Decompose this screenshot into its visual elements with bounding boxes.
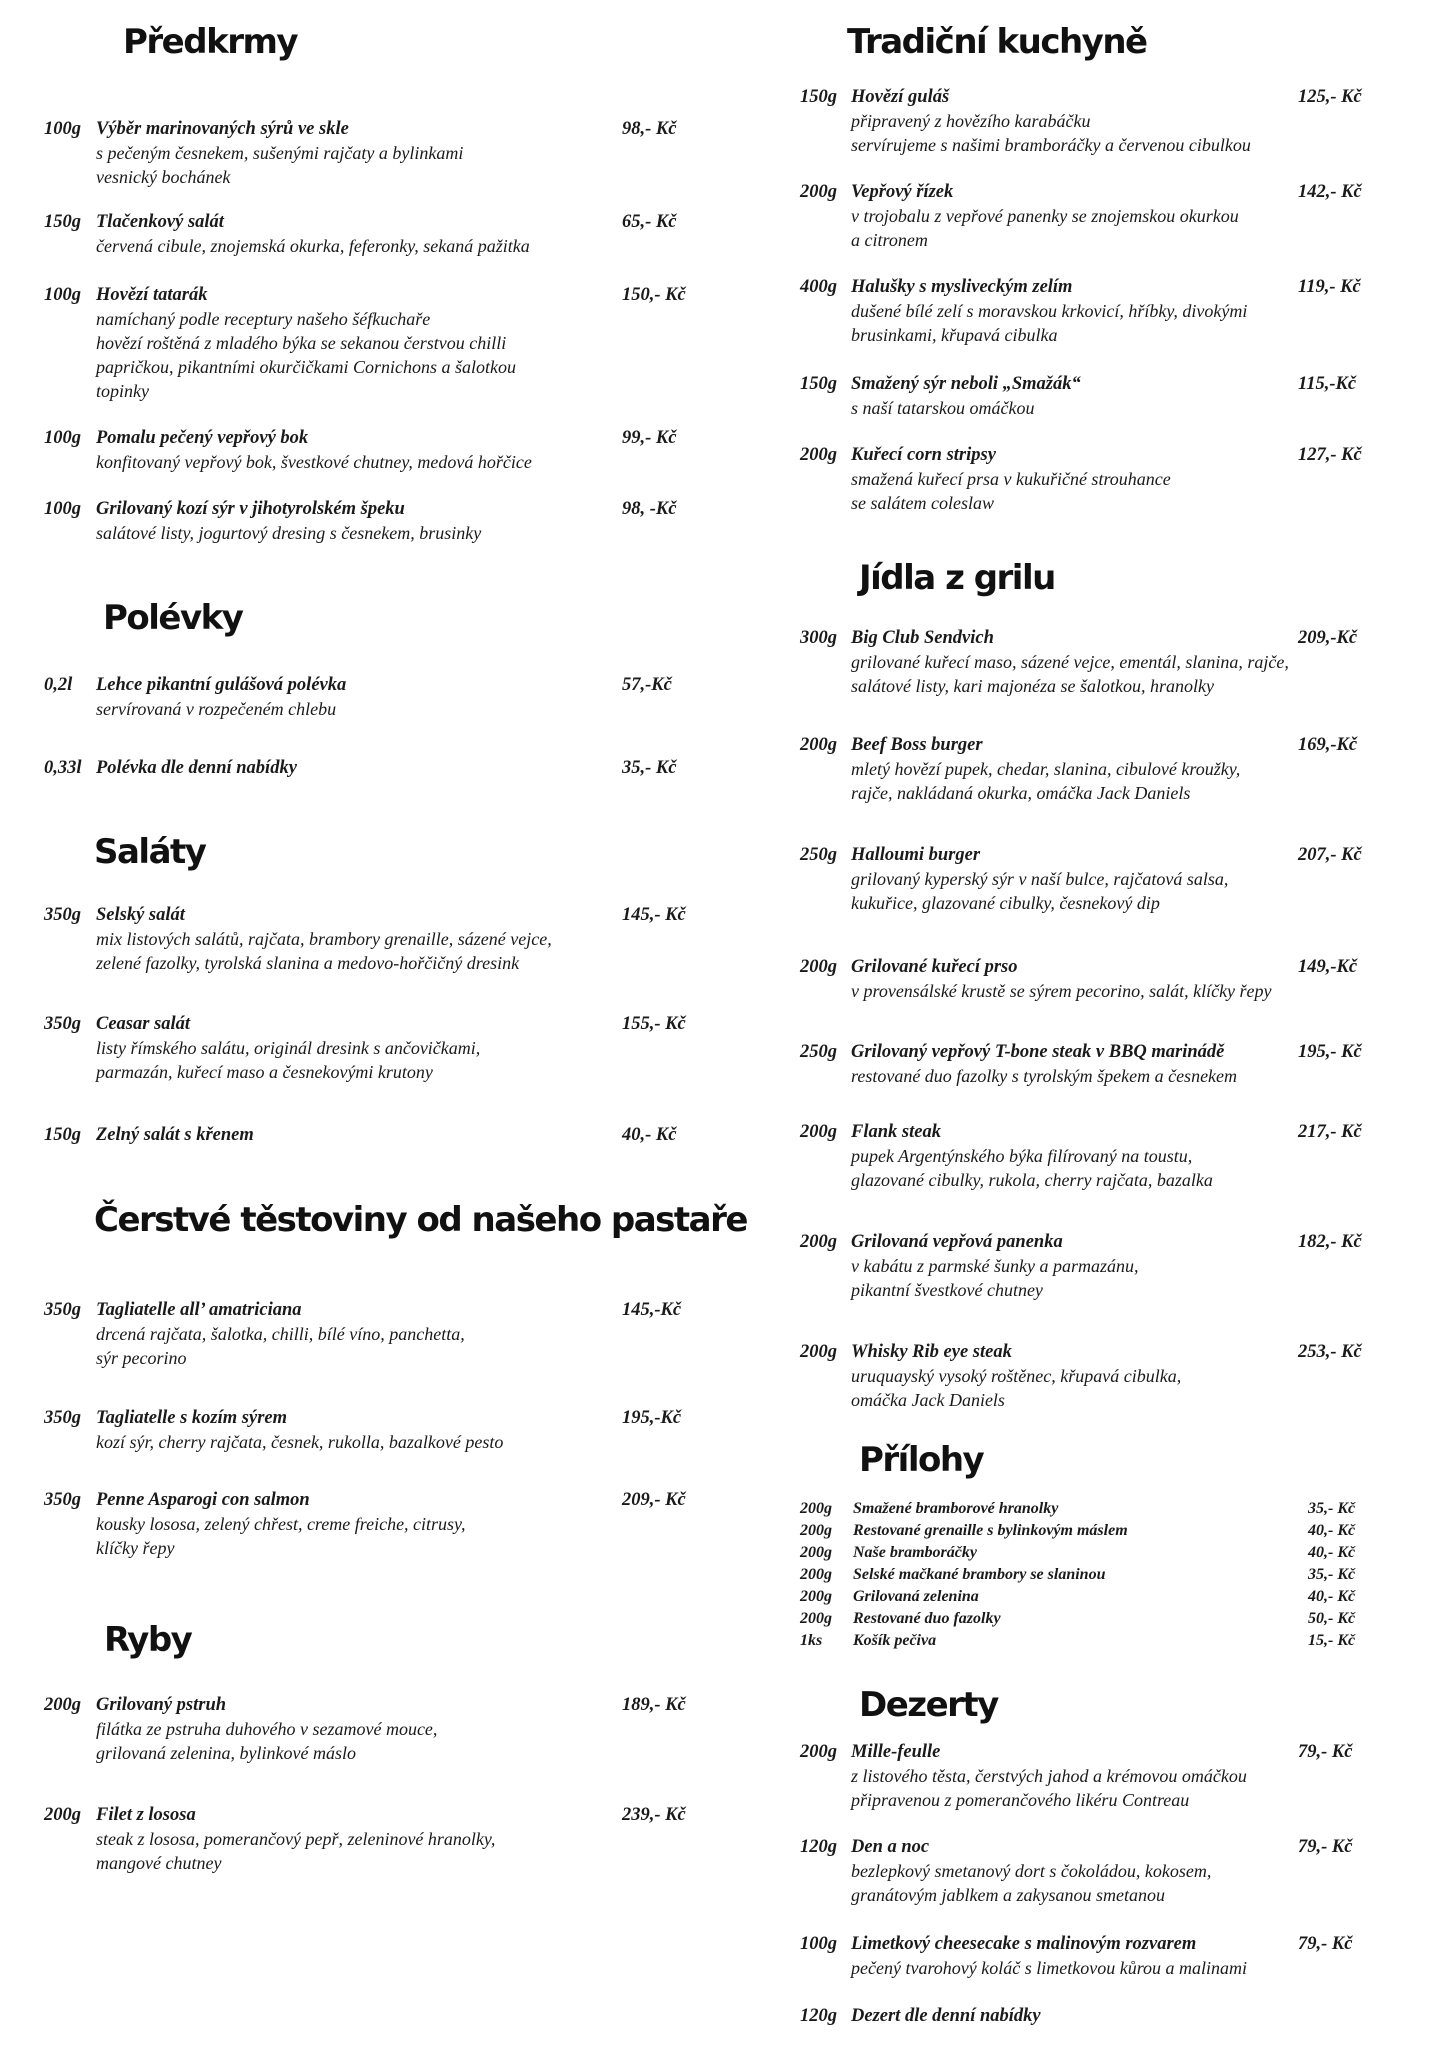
item-price: 40,- Kč	[1308, 1588, 1356, 1605]
menu-item	[40, 497, 724, 545]
item-row	[724, 1120, 1448, 1144]
item-weight: 150g	[800, 374, 837, 394]
item-row	[724, 843, 1448, 867]
item-row	[724, 1586, 1448, 1608]
item-name: Flank steak	[851, 1122, 941, 1142]
menu-item	[40, 283, 724, 403]
item-row	[724, 1520, 1448, 1542]
item-name: Vepřový řízek	[851, 182, 954, 202]
item-price: 169,-Kč	[1298, 735, 1358, 755]
item-name: Hovězí guláš	[851, 87, 950, 107]
item-row	[724, 1835, 1448, 1859]
item-description: kousky lososa, zelený chřest, creme freiche, citrusy,	[96, 1514, 466, 1534]
section-heading: Saláty	[94, 832, 206, 872]
section-heading: Tradiční kuchyně	[847, 22, 1147, 62]
item-description: topinky	[96, 381, 149, 401]
item-price: 142,- Kč	[1298, 182, 1362, 202]
item-price: 79,- Kč	[1298, 1837, 1353, 1857]
item-row	[724, 1564, 1448, 1586]
item-weight: 300g	[800, 628, 837, 648]
item-name: Kuřecí corn stripsy	[851, 445, 996, 465]
item-weight: 200g	[800, 1566, 832, 1583]
item-weight: 350g	[44, 1014, 81, 1034]
item-name: Mille-feulle	[851, 1742, 941, 1762]
item-name: Halloumi burger	[851, 845, 981, 865]
item-row	[40, 673, 724, 697]
side-dish-item	[724, 1542, 1448, 1564]
menu-item	[724, 733, 1448, 805]
item-weight: 200g	[800, 1610, 832, 1627]
item-price: 217,- Kč	[1298, 1122, 1362, 1142]
item-weight: 100g	[44, 285, 81, 305]
item-price: 145,- Kč	[622, 905, 686, 925]
item-name: Grilovaná vepřová panenka	[851, 1232, 1063, 1252]
side-dish-item	[724, 1520, 1448, 1542]
item-price: 209,-Kč	[1298, 628, 1358, 648]
item-row	[724, 626, 1448, 650]
menu-item	[40, 673, 724, 721]
menu-item	[724, 2004, 1448, 2028]
item-weight: 200g	[800, 957, 837, 977]
item-row	[40, 117, 724, 141]
item-description: v kabátu z parmské šunky a parmazánu,	[851, 1256, 1139, 1276]
menu-item	[724, 843, 1448, 915]
section-heading: Přílohy	[859, 1440, 984, 1480]
item-description: červená cibule, znojemská okurka, feferonky, sekaná pažitka	[96, 236, 530, 256]
side-dish-item	[724, 1498, 1448, 1520]
item-description: v trojobalu z vepřové panenky se znojemskou okurkou	[851, 206, 1239, 226]
item-weight: 100g	[44, 119, 81, 139]
item-weight: 250g	[800, 1042, 837, 1062]
item-weight: 400g	[800, 277, 837, 297]
section-heading: Čerstvé těstoviny od našeho pastaře	[94, 1200, 747, 1240]
item-name: Košík pečiva	[853, 1632, 937, 1649]
item-price: 239,- Kč	[622, 1805, 686, 1825]
item-price: 15,- Kč	[1308, 1632, 1356, 1649]
side-dish-item	[724, 1630, 1448, 1652]
item-row	[724, 733, 1448, 757]
item-price: 98,- Kč	[622, 119, 677, 139]
item-weight: 350g	[44, 905, 81, 925]
item-name: Whisky Rib eye steak	[851, 1342, 1012, 1362]
item-name: Grilovaný kozí sýr v jihotyrolském špeku	[96, 499, 405, 519]
item-description: filátka ze pstruha duhového v sezamové mouce,	[96, 1719, 438, 1739]
item-description: mangové chutney	[96, 1853, 222, 1873]
menu-item	[40, 1693, 724, 1765]
item-name: Halušky s mysliveckým zelím	[851, 277, 1073, 297]
item-row	[724, 372, 1448, 396]
item-row	[40, 1488, 724, 1512]
item-weight: 100g	[44, 428, 81, 448]
menu-item	[724, 1835, 1448, 1907]
item-row	[40, 1803, 724, 1827]
item-price: 35,- Kč	[622, 758, 677, 778]
item-price: 98, -Kč	[622, 499, 677, 519]
item-weight: 350g	[44, 1408, 81, 1428]
item-name: Smažený sýr neboli „Smažák“	[851, 374, 1081, 394]
menu-item	[724, 275, 1448, 347]
section-heading: Ryby	[104, 1620, 192, 1660]
item-weight: 1ks	[800, 1632, 823, 1649]
item-price: 40,- Kč	[1308, 1544, 1356, 1561]
item-price: 115,-Kč	[1298, 374, 1357, 394]
item-weight: 100g	[44, 499, 81, 519]
item-name: Restované duo fazolky	[853, 1610, 1001, 1627]
item-name: Polévka dle denní nabídky	[96, 758, 297, 778]
item-description: a citronem	[851, 230, 928, 250]
item-description: se salátem coleslaw	[851, 493, 994, 513]
item-weight: 0,2l	[44, 675, 73, 695]
menu-item	[724, 955, 1448, 1003]
item-description: z listového těsta, čerstvých jahod a krémovou omáčkou	[851, 1766, 1247, 1786]
menu-item	[724, 1340, 1448, 1412]
item-weight: 0,33l	[44, 758, 82, 778]
side-dish-item	[724, 1564, 1448, 1586]
menu-item	[40, 1488, 724, 1560]
item-name: Pomalu pečený vepřový bok	[96, 428, 309, 448]
item-price: 35,- Kč	[1308, 1500, 1356, 1517]
item-description: papričkou, pikantními okurčičkami Cornichons a šalotkou	[96, 357, 516, 377]
menu-item	[40, 1123, 724, 1147]
item-description: brusinkami, křupavá cibulka	[851, 325, 1058, 345]
item-description: grilovaný kyperský sýr v naší bulce, rajčatová salsa,	[851, 869, 1229, 889]
item-price: 99,- Kč	[622, 428, 677, 448]
item-name: Selský salát	[96, 905, 185, 925]
item-weight: 100g	[800, 1934, 837, 1954]
item-description: salátové listy, kari majonéza se šalotkou, hranolky	[851, 676, 1214, 696]
menu-item	[724, 1230, 1448, 1302]
item-row	[724, 1630, 1448, 1652]
item-description: uruquayský vysoký roštěnec, křupavá cibulka,	[851, 1366, 1182, 1386]
item-description: smažená kuřecí prsa v kukuřičné strouhance	[851, 469, 1171, 489]
item-name: Výběr marinovaných sýrů ve skle	[96, 119, 349, 139]
item-row	[40, 497, 724, 521]
side-dish-item	[724, 1586, 1448, 1608]
item-name: Beef Boss burger	[851, 735, 983, 755]
menu-item	[40, 756, 724, 780]
item-description: glazované cibulky, rukola, cherry rajčata, bazalka	[851, 1170, 1213, 1190]
item-name: Lehce pikantní gulášová polévka	[96, 675, 347, 695]
item-description: sýr pecorino	[96, 1348, 187, 1368]
item-price: 79,- Kč	[1298, 1934, 1353, 1954]
item-price: 209,- Kč	[622, 1490, 686, 1510]
item-description: s naší tatarskou omáčkou	[851, 398, 1035, 418]
item-weight: 200g	[800, 1500, 832, 1517]
item-price: 40,- Kč	[1308, 1522, 1356, 1539]
item-description: hovězí roštěná z mladého býka se sekanou čerstvou chilli	[96, 333, 507, 353]
item-description: omáčka Jack Daniels	[851, 1390, 1005, 1410]
menu-item	[40, 1012, 724, 1084]
item-description: namíchaný podle receptury našeho šéfkuchaře	[96, 309, 431, 329]
item-price: 127,- Kč	[1298, 445, 1362, 465]
item-price: 145,-Kč	[622, 1300, 682, 1320]
item-row	[724, 275, 1448, 299]
item-name: Naše bramboráčky	[853, 1544, 977, 1561]
menu-item	[40, 426, 724, 474]
item-description: v provensálské krustě se sýrem pecorino, salát, klíčky řepy	[851, 981, 1272, 1001]
item-row	[40, 1406, 724, 1430]
menu-item	[724, 372, 1448, 420]
item-price: 50,- Kč	[1308, 1610, 1356, 1627]
item-weight: 350g	[44, 1300, 81, 1320]
item-name: Smažené bramborové hranolky	[853, 1500, 1059, 1517]
section-heading: Jídla z grilu	[859, 558, 1055, 598]
item-price: 253,- Kč	[1298, 1342, 1362, 1362]
item-name: Restované grenaille s bylinkovým máslem	[853, 1522, 1128, 1539]
item-description: restované duo fazolky s tyrolským špekem a česnekem	[851, 1066, 1238, 1086]
item-weight: 150g	[44, 1125, 81, 1145]
item-description: grilované kuřecí maso, sázené vejce, ementál, slanina, rajče,	[851, 652, 1289, 672]
menu-item	[724, 1932, 1448, 1980]
item-name: Dezert dle denní nabídky	[851, 2006, 1041, 2026]
item-row	[724, 443, 1448, 467]
item-price: 65,- Kč	[622, 212, 677, 232]
item-weight: 250g	[800, 845, 837, 865]
item-row	[40, 210, 724, 234]
item-description: bezlepkový smetanový dort s čokoládou, kokosem,	[851, 1861, 1212, 1881]
item-description: pikantní švestkové chutney	[851, 1280, 1043, 1300]
item-weight: 200g	[800, 1522, 832, 1539]
item-price: 79,- Kč	[1298, 1742, 1353, 1762]
item-row	[724, 2004, 1448, 2028]
item-weight: 200g	[800, 1588, 832, 1605]
item-description: pupek Argentýnského býka filírovaný na toustu,	[851, 1146, 1193, 1166]
menu-item	[40, 1406, 724, 1454]
side-dish-item	[724, 1608, 1448, 1630]
menu-item	[724, 85, 1448, 157]
item-weight: 200g	[44, 1805, 81, 1825]
item-price: 189,- Kč	[622, 1695, 686, 1715]
item-name: Grilovaná zelenina	[853, 1588, 979, 1605]
item-price: 35,- Kč	[1308, 1566, 1356, 1583]
item-price: 150,- Kč	[622, 285, 686, 305]
item-name: Hovězí tatarák	[96, 285, 208, 305]
menu-item	[724, 1040, 1448, 1088]
item-row	[724, 1542, 1448, 1564]
item-description: parmazán, kuřecí maso a česnekovými krutony	[96, 1062, 433, 1082]
item-weight: 200g	[800, 735, 837, 755]
item-price: 182,- Kč	[1298, 1232, 1362, 1252]
item-weight: 200g	[800, 1342, 837, 1362]
item-description: kozí sýr, cherry rajčata, česnek, rukolla, bazalkové pesto	[96, 1432, 504, 1452]
section-heading: Dezerty	[859, 1685, 998, 1725]
item-name: Zelný salát s křenem	[96, 1125, 254, 1145]
item-description: steak z lososa, pomerančový pepř, zeleninové hranolky,	[96, 1829, 496, 1849]
menu-item	[40, 117, 724, 189]
item-weight: 200g	[800, 182, 837, 202]
menu-item	[724, 626, 1448, 698]
item-description: servírovaná v rozpečeném chlebu	[96, 699, 337, 719]
item-price: 119,- Kč	[1298, 277, 1361, 297]
menu-item	[40, 1298, 724, 1370]
item-description: rajče, nakládaná okurka, omáčka Jack Daniels	[851, 783, 1191, 803]
item-name: Tagliatelle s kozím sýrem	[96, 1408, 287, 1428]
item-weight: 120g	[800, 2006, 837, 2026]
item-price: 125,- Kč	[1298, 87, 1362, 107]
item-row	[40, 1123, 724, 1147]
item-row	[40, 903, 724, 927]
item-weight: 200g	[800, 1232, 837, 1252]
item-name: Grilovaný vepřový T-bone steak v BBQ marinádě	[851, 1042, 1225, 1062]
item-weight: 120g	[800, 1837, 837, 1857]
item-description: připravený z hovězího karabáčku	[851, 111, 1091, 131]
item-row	[724, 1740, 1448, 1764]
item-name: Filet z lososa	[96, 1805, 196, 1825]
item-name: Den a noc	[851, 1837, 930, 1857]
item-row	[40, 283, 724, 307]
item-row	[724, 1932, 1448, 1956]
item-name: Ceasar salát	[96, 1014, 191, 1034]
item-row	[40, 1012, 724, 1036]
item-description: drcená rajčata, šalotka, chilli, bílé víno, panchetta,	[96, 1324, 465, 1344]
item-weight: 200g	[800, 445, 837, 465]
section-heading: Polévky	[103, 598, 243, 638]
item-price: 195,- Kč	[1298, 1042, 1362, 1062]
item-description: salátové listy, jogurtový dresing s česnekem, brusinky	[96, 523, 482, 543]
item-description: listy římského salátu, originál dresink s ančovičkami,	[96, 1038, 481, 1058]
item-description: vesnický bochánek	[96, 167, 231, 187]
item-price: 207,- Kč	[1298, 845, 1362, 865]
item-weight: 150g	[800, 87, 837, 107]
item-description: konfitovaný vepřový bok, švestkové chutney, medová hořčice	[96, 452, 532, 472]
item-description: s pečeným česnekem, sušenými rajčaty a bylinkami	[96, 143, 464, 163]
item-name: Tlačenkový salát	[96, 212, 224, 232]
item-row	[724, 1230, 1448, 1254]
item-row	[40, 1693, 724, 1717]
item-description: kukuřice, glazované cibulky, česnekový dip	[851, 893, 1160, 913]
item-description: klíčky řepy	[96, 1538, 175, 1558]
menu-item	[40, 210, 724, 258]
item-row	[40, 756, 724, 780]
item-description: servírujeme s našimi bramboráčky a červenou cibulkou	[851, 135, 1251, 155]
item-row	[724, 955, 1448, 979]
item-row	[724, 180, 1448, 204]
item-name: Tagliatelle all’ amatriciana	[96, 1300, 302, 1320]
item-row	[724, 1608, 1448, 1630]
item-name: Grilované kuřecí prso	[851, 957, 1018, 977]
item-description: mletý hovězí pupek, chedar, slanina, cibulové kroužky,	[851, 759, 1241, 779]
menu-item	[40, 903, 724, 975]
item-name: Limetkový cheesecake s malinovým rozvarem	[851, 1934, 1197, 1954]
item-description: dušené bílé zelí s moravskou krkovicí, hříbky, divokými	[851, 301, 1248, 321]
item-row	[724, 1340, 1448, 1364]
item-row	[40, 426, 724, 450]
item-name: Grilovaný pstruh	[96, 1695, 227, 1715]
item-row	[724, 1498, 1448, 1520]
item-name: Penne Asparogi con salmon	[96, 1490, 310, 1510]
item-weight: 150g	[44, 212, 81, 232]
item-name: Selské mačkané brambory se slaninou	[853, 1566, 1106, 1583]
item-description: zelené fazolky, tyrolská slanina a medovo-hořčičný dresink	[96, 953, 520, 973]
item-price: 149,-Kč	[1298, 957, 1358, 977]
item-weight: 200g	[800, 1122, 837, 1142]
item-price: 57,-Kč	[622, 675, 672, 695]
item-description: granátovým jablkem a zakysanou smetanou	[851, 1885, 1165, 1905]
menu-item	[724, 180, 1448, 252]
item-weight: 200g	[44, 1695, 81, 1715]
item-name: Big Club Sendvich	[851, 628, 994, 648]
menu-item	[724, 443, 1448, 515]
item-weight: 200g	[800, 1544, 832, 1561]
item-row	[40, 1298, 724, 1322]
item-price: 40,- Kč	[622, 1125, 677, 1145]
item-row	[724, 85, 1448, 109]
item-weight: 350g	[44, 1490, 81, 1510]
item-description: připravenou z pomerančového likéru Contreau	[851, 1790, 1190, 1810]
menu-item	[724, 1120, 1448, 1192]
section-heading: Předkrmy	[123, 22, 298, 62]
item-weight: 200g	[800, 1742, 837, 1762]
item-price: 195,-Kč	[622, 1408, 682, 1428]
menu-item	[724, 1740, 1448, 1812]
item-description: grilovaná zelenina, bylinkové máslo	[96, 1743, 356, 1763]
item-price: 155,- Kč	[622, 1014, 686, 1034]
item-description: pečený tvarohový koláč s limetkovou kůrou a malinami	[851, 1958, 1248, 1978]
menu-item	[40, 1803, 724, 1875]
item-row	[724, 1040, 1448, 1064]
item-description: mix listových salátů, rajčata, brambory grenaille, sázené vejce,	[96, 929, 552, 949]
